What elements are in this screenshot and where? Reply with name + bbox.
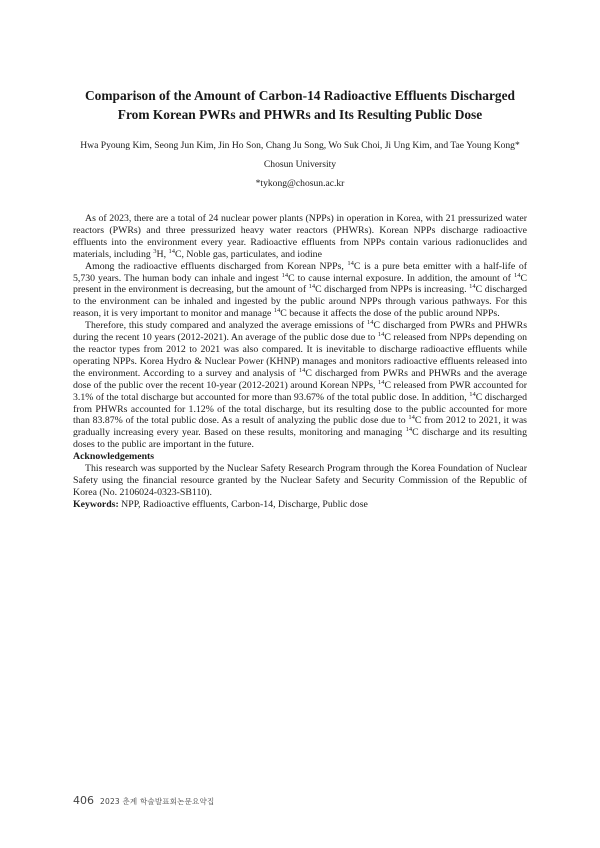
paragraph-1: As of 2023, there are a total of 24 nuclear power plants (NPPs) in operation in Korea, with 21 pressurized water reactors (PWRs) and three pressurized heavy water reactors (PHWRs). Korean NPPs discharge radioactive effluents into the environment every year. Radioactive effluents from NPPs contain various radionuclides and materials, including $^3$H, $^{14}$C, Noble gas, particulates, and iodine	[73, 213, 527, 260]
keywords-label: Keywords:	[73, 498, 119, 510]
corresponding-email: *tykong@chosun.ac.kr	[255, 178, 345, 189]
journal-name: 2023 춘계 학술발표회논문요약집	[100, 797, 215, 806]
title-line-2: From Korean PWRs and PHWRs and Its Resulting Public Dose	[117, 107, 483, 122]
acknowledgements-text: This research was supported by the Nuclear Safety Research Program through the Korea Foundation of Nuclear Safety using the financial resource granted by the Nuclear Safety and Security Commission of the Republic of Korea (No. 2106024-0323-SB110).	[73, 463, 527, 498]
keywords-line	[73, 499, 527, 511]
author-list: Hwa Pyoung Kim, Seong Jun Kim, Jin Ho Son, Chang Ju Song, Wo Suk Choi, Ji Ung Kim, and Tae Young Kong*	[80, 140, 520, 151]
paragraph-3: Therefore, this study compared and analyzed the average emissions of $^{14}$C discharged from PWRs and PHWRs during the recent 10 years (2012-2021). An average of the public dose due to $^{14}$C released from NPPs depending on the reactor types from 2012 to 2021 was also compared. It is inevitable to discharge radioactive effluents while operating NPPs. Korea Hydro & Nuclear Power (KHNP) manages and monitors radioactive effluents released into the environment. According to a survey and analysis of $^{14}$C discharged from PWRs and PHWRs and the average dose of the public over the recent 10-year (2012-2021) around Korean NPPs, $^{14}$C released from PWR accounted for 3.1% of the total discharge but accounted for more than 93.67% of the total public dose. In addition, $^{14}$C discharged from PHWRs accounted for 1.12% of the total discharge, but its resulting dose to the public accounted for more than 83.87% of the total public dose. As a result of analyzing the public dose due to $^{14}$C from 2012 to 2021, it was gradually increasing every year. Based on these results, monitoring and managing $^{14}$C discharge and its resulting doses to the public are important in the future.	[73, 319, 528, 451]
acknowledgements-heading: Acknowledgements	[73, 451, 155, 463]
page-number: 406	[73, 794, 94, 807]
keywords-text: NPP, Radioactive effluents, Carbon-14, Discharge, Public dose	[118, 498, 368, 510]
title-line-1: Comparison of the Amount of Carbon-14 Radioactive Effluents Discharged	[85, 88, 515, 103]
paper-title	[60, 86, 540, 124]
abstract-body	[73, 213, 527, 511]
page-footer	[73, 794, 214, 807]
affiliation: Chosun University	[263, 159, 337, 170]
paragraph-2: Among the radioactive effluents discharged from Korean NPPs, $^{14}$C is a pure beta emitter with a half-life of 5,730 years. The human body can inhale and ingest $^{14}$C to cause internal exposure. In addition, the amount of $^{14}$C present in the environment is decreasing, but the amount of $^{14}$C discharged from NPPs is increasing. $^{14}$C discharged to the environment can be inhaled and ingested by the public around NPPs through various pathways. For this reason, it is very important to monitor and manage $^{14}$C because it affects the dose of the public around NPPs.	[73, 259, 527, 320]
